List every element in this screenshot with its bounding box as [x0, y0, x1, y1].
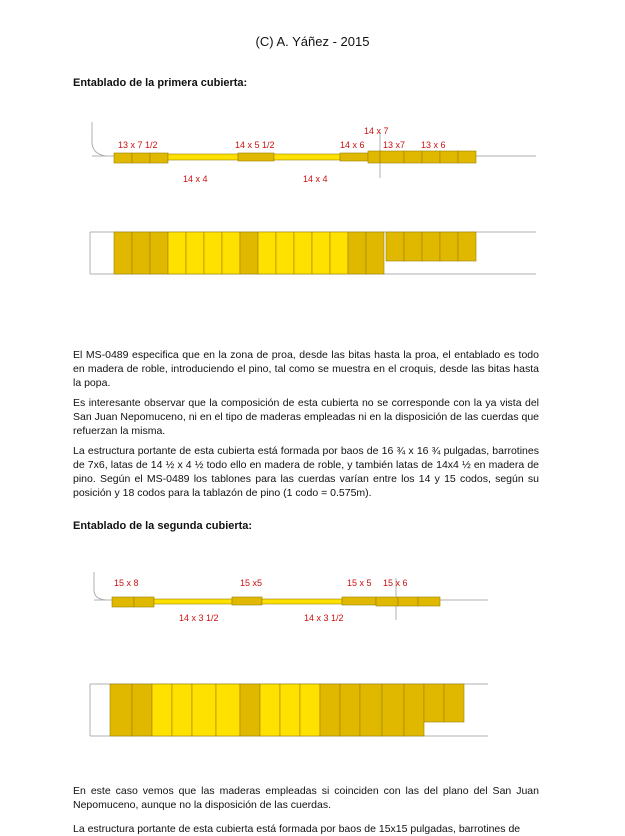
- s1-label-top-2: 14 x 7: [364, 126, 389, 136]
- section2-plan-diagram: [0, 678, 625, 742]
- plank: [258, 232, 276, 274]
- s1-label-top-1: 14 x 5 1/2: [235, 140, 275, 150]
- section1-plan-diagram: [0, 225, 625, 285]
- plank: [422, 232, 440, 261]
- plank: [300, 684, 320, 736]
- plank: [376, 597, 398, 606]
- plank: [222, 232, 240, 274]
- plank: [404, 684, 424, 736]
- plank: [404, 151, 422, 163]
- s2-paragraph-0: En este caso vemos que las maderas empleadas si coinciden con las del plano del San Juan Nepomuceno, aunque no la disposición de las cuerdas.: [73, 785, 539, 811]
- plank: [110, 684, 132, 736]
- plank: [240, 232, 258, 274]
- plank: [216, 684, 240, 736]
- plank: [240, 684, 260, 736]
- plank: [186, 232, 204, 274]
- plank: [422, 151, 440, 163]
- s1-label-top-3: 14 x 6: [340, 140, 365, 150]
- s1-label-top-0: 13 x 7 1/2: [118, 140, 158, 150]
- plank: [172, 684, 192, 736]
- plank: [330, 232, 348, 274]
- plank: [386, 232, 404, 261]
- plank: [274, 154, 340, 160]
- s1-label-bottom-0: 14 x 4: [183, 174, 208, 184]
- plank: [150, 153, 168, 163]
- plank: [132, 232, 150, 274]
- s1-label-top-4: 13 x7: [383, 140, 406, 150]
- plank: [114, 232, 132, 274]
- plank: [458, 151, 476, 163]
- plank: [294, 232, 312, 274]
- plank: [340, 684, 360, 736]
- s1-label-bottom-1: 14 x 4: [303, 174, 328, 184]
- s2-label-top-0: 15 x 8: [114, 578, 139, 588]
- plank: [150, 232, 168, 274]
- section2-profile-diagram: [0, 570, 625, 630]
- plank: [360, 684, 382, 736]
- plank: [418, 597, 440, 606]
- plank: [348, 232, 366, 274]
- plank: [424, 684, 444, 722]
- page-header: (C) A. Yáñez - 2015: [255, 34, 370, 49]
- s1-paragraph-2: La estructura portante de esta cubierta está formada por baos de 16 ¾ x 16 ¾ pulgadas, barrotines de 7x6, latas de 14 ½ x 4 ½ todo ello en madera de roble, y también latas de 14x4 ½ en madera de pino. Según el MS-0489 los tablones para las cuerdas varían entre los 14 y 15 codos, según su posición y 18 codos para la tablazón de pino (1 codo = 0.575m).: [73, 445, 539, 499]
- s1-paragraph-1: Es interesante observar que la composición de esta cubierta no se corresponde con la ya vista del San Juan Nepomuceno, ni en el tipo de maderas empleadas ni en la disposición de las cuerdas que refuerzan la misma.: [73, 397, 539, 437]
- s2-paragraph-1: La estructura portante de esta cubierta está formada por baos de 15x15 pulgadas, barrotines de: [73, 823, 521, 835]
- plank: [368, 151, 380, 163]
- plank: [132, 684, 152, 736]
- s2-label-bottom-1: 14 x 3 1/2: [304, 613, 344, 623]
- plank: [232, 597, 262, 605]
- plank: [114, 153, 132, 163]
- plank: [382, 684, 404, 736]
- plank: [440, 151, 458, 163]
- plank: [320, 684, 340, 736]
- plank: [398, 597, 418, 606]
- s2-label-top-3: 15 x 6: [383, 578, 408, 588]
- plank: [238, 153, 274, 161]
- plank: [312, 232, 330, 274]
- plank: [262, 599, 342, 604]
- s1-label-top-5: 13 x 6: [421, 140, 446, 150]
- plank: [342, 597, 376, 605]
- plank: [134, 597, 154, 607]
- plank: [340, 153, 368, 161]
- plank: [132, 153, 150, 163]
- plank: [280, 684, 300, 736]
- s2-label-top-1: 15 x5: [240, 578, 263, 588]
- plank: [112, 597, 134, 607]
- plank: [152, 684, 172, 736]
- plank: [192, 684, 216, 736]
- plank: [458, 232, 476, 261]
- s2-label-top-2: 15 x 5: [347, 578, 372, 588]
- section1-profile-diagram: [0, 120, 625, 190]
- section1-heading: Entablado de la primera cubierta:: [73, 77, 248, 89]
- s1-paragraph-0: El MS-0489 especifica que en la zona de proa, desde las bitas hasta la proa, el entablado es todo en madera de roble, introduciendo el pino, tal como se muestra en el croquis, desde las bitas hasta la popa.: [73, 349, 539, 389]
- plank: [260, 684, 280, 736]
- s2-label-bottom-0: 14 x 3 1/2: [179, 613, 219, 623]
- plank: [204, 232, 222, 274]
- plank: [366, 232, 384, 274]
- plank: [154, 599, 232, 604]
- plank: [276, 232, 294, 274]
- plank: [380, 151, 404, 163]
- plank: [404, 232, 422, 261]
- plank: [444, 684, 464, 722]
- section2-heading: Entablado de la segunda cubierta:: [73, 520, 253, 532]
- plank: [168, 154, 238, 160]
- plank: [168, 232, 186, 274]
- plank: [440, 232, 458, 261]
